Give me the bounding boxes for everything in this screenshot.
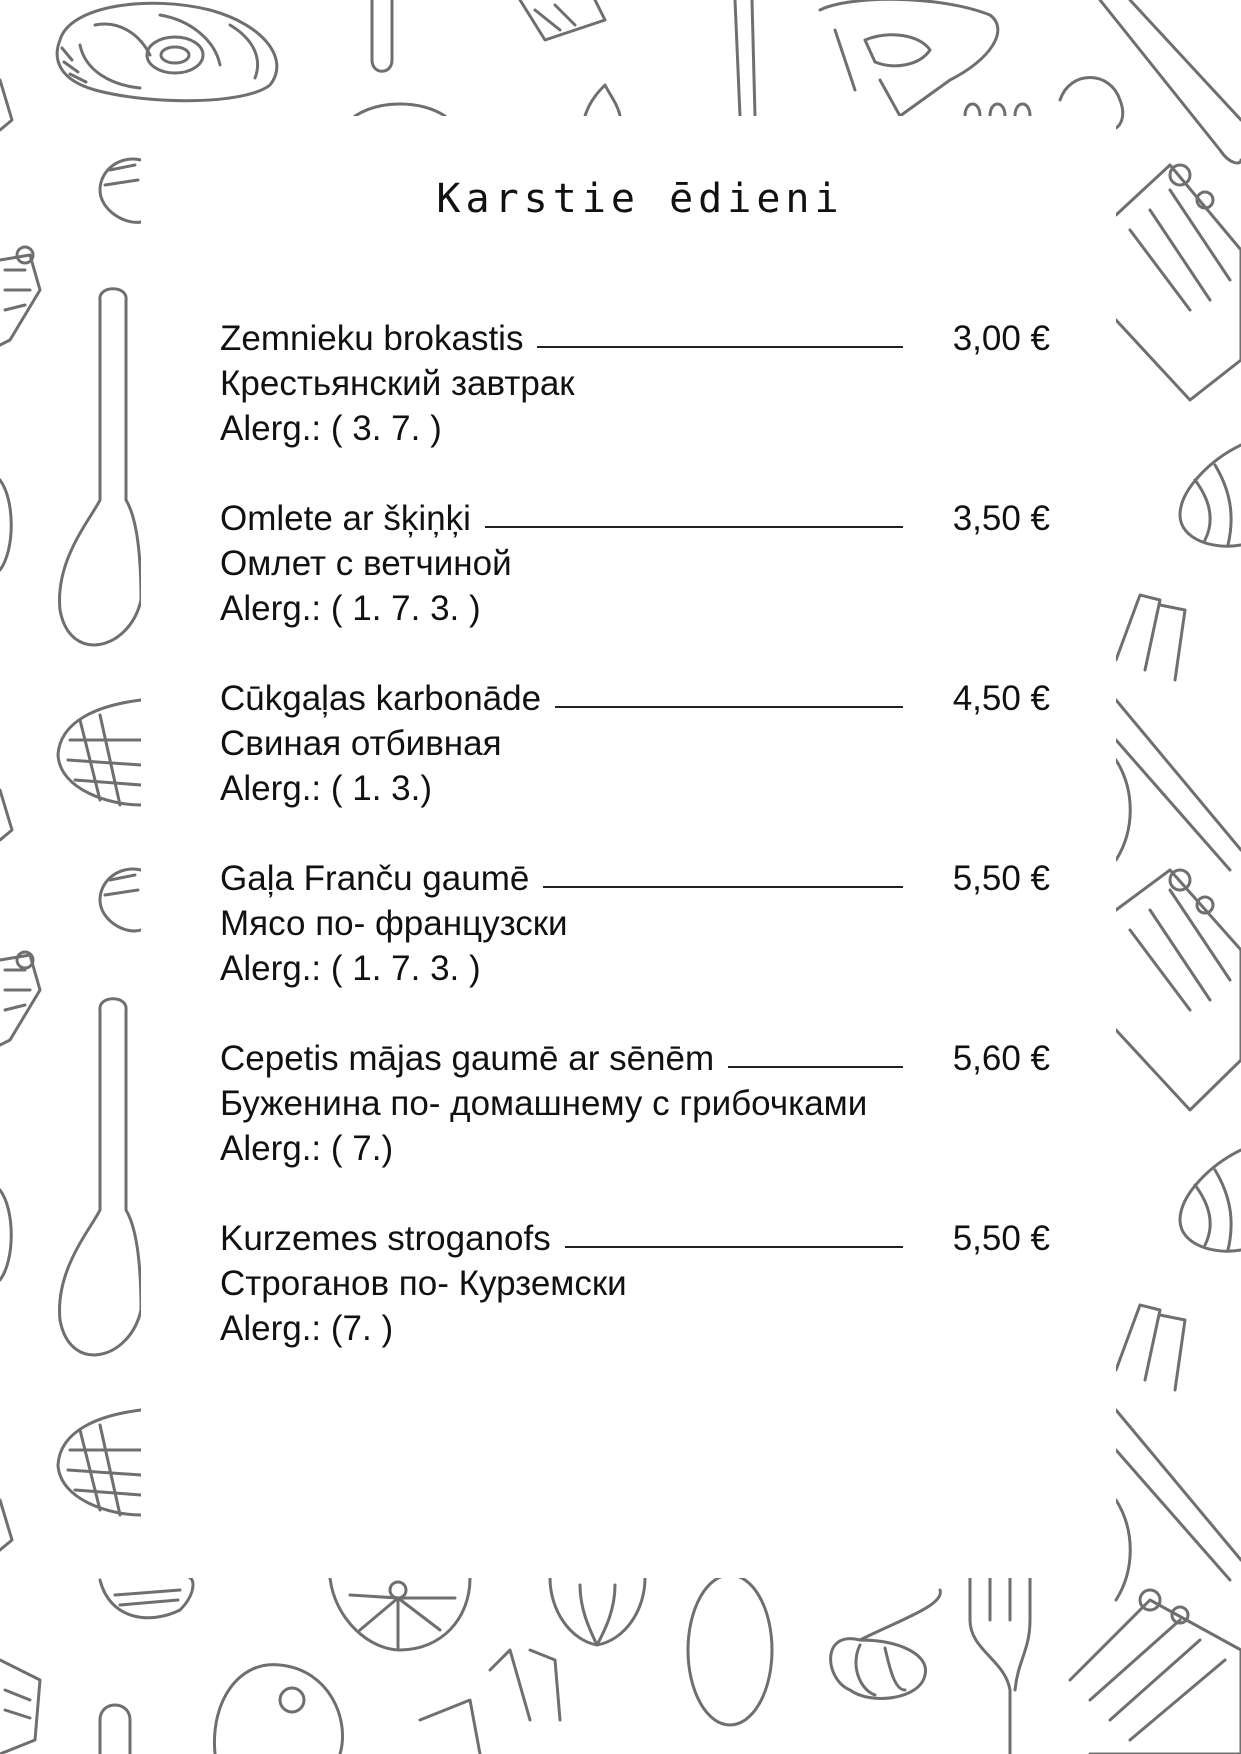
dot-leader-line: [565, 1246, 903, 1248]
dish-allergens: Alerg.: ( 1. 7. 3. ): [220, 589, 481, 628]
dish-price: 5,50 €: [952, 1219, 1050, 1258]
dish-allergens: Alerg.: ( 1. 7. 3. ): [220, 949, 481, 988]
dot-leader-line: [537, 346, 903, 348]
lemon-slice-bottom-icon: [330, 1578, 470, 1650]
ribs-left-icon: [0, 247, 40, 345]
onion-left-mid-icon: [0, 480, 11, 570]
dish-name-lv: Cepetis mājas gaumē ar sēnēm: [220, 1039, 715, 1078]
clam-bottom-icon: [100, 1578, 193, 1618]
onion-right-2-icon: [1180, 1150, 1241, 1251]
menu-item: [220, 1036, 1050, 1171]
dish-name-lv: Gaļa Franču gaumē: [220, 859, 530, 898]
ribs-left-2-icon: [0, 952, 40, 1045]
menu-item-header: [220, 1216, 1050, 1261]
bone-top-right-icon: [1100, 0, 1241, 163]
spoon-bottom-icon: [100, 1705, 130, 1754]
menu-item-header: [220, 316, 1050, 361]
menu-item: [220, 496, 1050, 631]
dot-leader-line: [543, 886, 903, 888]
menu-item: [220, 316, 1050, 451]
menu-item-header: [220, 856, 1050, 901]
dish-name-ru: Буженина по- домашнему с грибочками: [220, 1084, 868, 1123]
bowl-left-low-icon: [0, 1500, 12, 1550]
onion-right-icon: [1180, 445, 1241, 546]
salmon-left-icon: [58, 700, 141, 805]
spoon-handle-top-icon: [372, 0, 392, 71]
onion-left-top-icon: [0, 80, 12, 130]
dish-price: 3,50 €: [952, 499, 1050, 538]
dish-allergens: Alerg.: ( 3. 7. ): [220, 409, 442, 448]
ribs-bottom-left-icon: [0, 1660, 40, 1754]
menu-item-header: [220, 496, 1050, 541]
spoon-left-icon: [60, 289, 141, 645]
dot-leader-line: [728, 1066, 903, 1068]
salmon-left-2-icon: [58, 1410, 141, 1515]
spoon-left-2-icon: [60, 999, 141, 1355]
menu-item: [220, 1216, 1050, 1351]
ribs-top-icon: [520, 0, 605, 40]
menu-title: Karstie ēdieni: [436, 176, 844, 222]
steak-bottom-icon: [214, 1665, 342, 1754]
dish-price: 3,00 €: [952, 319, 1050, 358]
fork-top-icon: [735, 0, 755, 116]
menu-item: [220, 676, 1050, 811]
onion-left-low-icon: [0, 1190, 11, 1280]
dot-leader-line: [555, 706, 903, 708]
ribs-bottom-icon: [1070, 1590, 1241, 1754]
dish-name-ru: Строганов по- Курземски: [220, 1264, 627, 1303]
ribs-right-2-icon: [1116, 870, 1241, 1110]
fork-bottom-icon: [970, 1578, 1030, 1754]
sausage-curl-right-icon: [1116, 760, 1130, 1600]
bowl-left-icon: [0, 790, 12, 840]
onion-bottom-icon: [550, 1578, 645, 1645]
dish-price: 4,50 €: [952, 679, 1050, 718]
dish-allergens: Alerg.: ( 1. 3.): [220, 769, 433, 808]
dish-price: 5,60 €: [952, 1039, 1050, 1078]
dish-allergens: Alerg.: (7. ): [220, 1309, 394, 1348]
dish-name-lv: Cūkgaļas karbonāde: [220, 679, 542, 718]
menu-item-header: [220, 1036, 1050, 1081]
dot-leader-line: [485, 526, 903, 528]
onion-bulb-top-icon: [585, 85, 620, 116]
dish-name-ru: Крестьянский завтрак: [220, 364, 575, 403]
dish-price: 5,50 €: [952, 859, 1050, 898]
garlic-bottom-icon: [831, 1590, 941, 1698]
dish-name-ru: Омлет с ветчиной: [220, 544, 512, 583]
dish-name-lv: Kurzemes stroganofs: [220, 1219, 551, 1258]
egg-bottom-icon: [688, 1575, 772, 1725]
garlic-clove-left-2-icon: [100, 869, 141, 931]
dish-name-lv: Zemnieku brokastis: [220, 319, 524, 358]
dish-name-ru: Мясо по- французски: [220, 904, 568, 943]
dish-name-ru: Свиная отбивная: [220, 724, 502, 763]
menu-item-header: [220, 676, 1050, 721]
steak-bone-top-icon: [820, 0, 998, 116]
dish-allergens: Alerg.: ( 7.): [220, 1129, 394, 1168]
garlic-teeth-top-icon: [965, 104, 1030, 116]
salmon-steak-icon: [57, 3, 277, 100]
dish-name-lv: Omlete ar šķiņķi: [220, 499, 471, 538]
leek-right-icon: [1116, 595, 1241, 870]
leek-right-2-icon: [1116, 1305, 1241, 1580]
bowl-edge-top-icon: [355, 104, 445, 116]
menu-item: [220, 856, 1050, 991]
leek-bottom-icon: [420, 1650, 560, 1754]
